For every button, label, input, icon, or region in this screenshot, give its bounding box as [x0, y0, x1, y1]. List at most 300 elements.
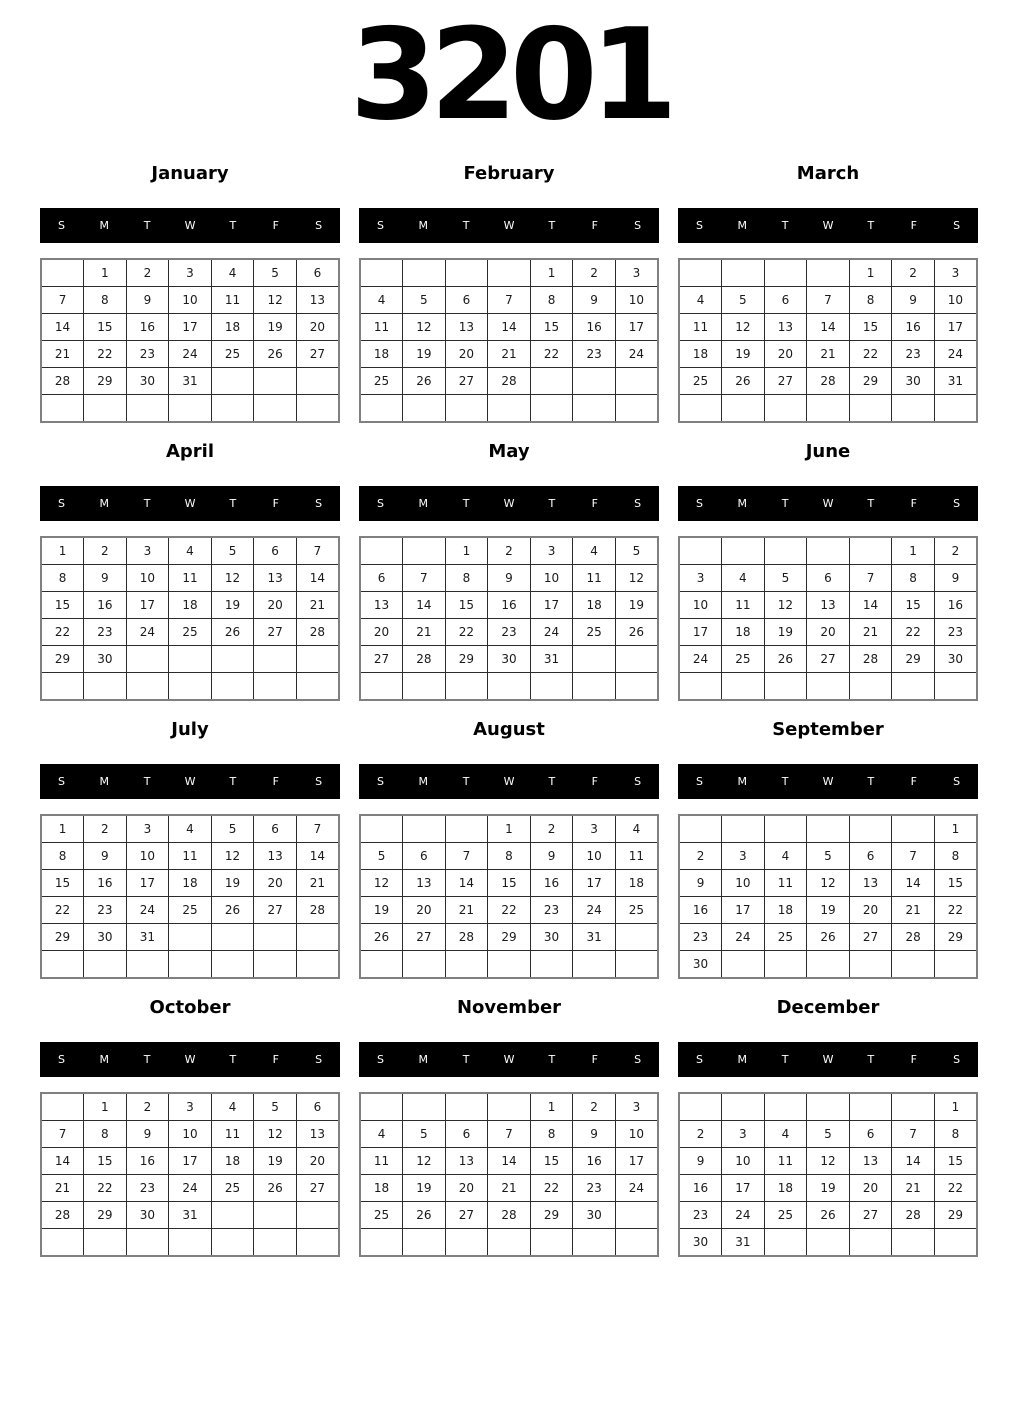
day-cell: 11 [169, 565, 212, 592]
day-cell: 16 [530, 870, 573, 897]
day-cell: 19 [254, 314, 297, 341]
day-cell: 8 [41, 565, 84, 592]
day-cell [211, 924, 254, 951]
month-grid [359, 536, 659, 701]
day-cell: 28 [41, 1202, 84, 1229]
day-cell: 27 [254, 619, 297, 646]
day-cell: 2 [679, 1121, 722, 1148]
day-cell: 29 [934, 924, 977, 951]
day-cell: 23 [573, 341, 616, 368]
day-cell: 25 [360, 368, 403, 395]
day-cell [296, 951, 339, 979]
day-cell [296, 646, 339, 673]
day-cell: 31 [169, 1202, 212, 1229]
day-cell: 11 [615, 843, 658, 870]
week-row [41, 646, 339, 673]
day-cell [488, 673, 531, 701]
day-cell [488, 395, 531, 423]
day-cell: 20 [254, 870, 297, 897]
day-cell: 4 [764, 1121, 807, 1148]
day-cell [764, 259, 807, 287]
day-cell: 20 [296, 314, 339, 341]
day-cell: 28 [41, 368, 84, 395]
month-title: January [151, 162, 229, 184]
day-cell: 22 [488, 897, 531, 924]
day-cell [445, 815, 488, 843]
day-cell: 15 [934, 1148, 977, 1175]
month-block [678, 709, 978, 987]
month-grid [40, 536, 340, 701]
day-cell: 23 [530, 897, 573, 924]
day-cell: 16 [934, 592, 977, 619]
day-cell [84, 395, 127, 423]
day-cell [892, 1229, 935, 1257]
weekday-label: F [591, 219, 598, 232]
day-cell: 18 [722, 619, 765, 646]
day-cell: 25 [169, 619, 212, 646]
day-cell: 25 [211, 1175, 254, 1202]
day-cell [169, 395, 212, 423]
week-row [679, 1175, 977, 1202]
day-cell: 9 [679, 1148, 722, 1175]
month-block [40, 153, 340, 431]
weekday-label: T [781, 1053, 789, 1066]
day-cell [807, 951, 850, 979]
weekday-label: S [634, 219, 642, 232]
day-cell [934, 951, 977, 979]
day-cell: 5 [807, 843, 850, 870]
day-cell [403, 1093, 446, 1121]
day-cell: 5 [615, 537, 658, 565]
day-cell: 10 [126, 565, 169, 592]
month-title: March [796, 162, 860, 184]
day-cell [849, 1229, 892, 1257]
day-cell: 13 [296, 1121, 339, 1148]
day-cell: 8 [530, 1121, 573, 1148]
day-cell: 13 [445, 314, 488, 341]
day-cell [764, 673, 807, 701]
day-cell: 24 [126, 897, 169, 924]
day-cell: 2 [126, 259, 169, 287]
day-cell: 22 [530, 341, 573, 368]
day-cell: 13 [764, 314, 807, 341]
day-cell: 12 [254, 1121, 297, 1148]
day-cell [445, 1229, 488, 1257]
day-cell: 1 [84, 1093, 127, 1121]
week-row [360, 619, 658, 646]
day-cell [126, 395, 169, 423]
day-cell: 5 [807, 1121, 850, 1148]
day-cell [679, 537, 722, 565]
day-cell [169, 646, 212, 673]
month-block [359, 431, 659, 709]
day-cell: 28 [892, 924, 935, 951]
day-cell [892, 673, 935, 701]
day-cell: 12 [211, 565, 254, 592]
day-cell: 6 [807, 565, 850, 592]
day-cell: 7 [892, 1121, 935, 1148]
day-cell: 18 [679, 341, 722, 368]
day-cell: 14 [892, 870, 935, 897]
day-cell: 28 [296, 619, 339, 646]
week-row [679, 1229, 977, 1257]
day-cell [530, 951, 573, 979]
weekday-label: S [634, 1053, 642, 1066]
weekday-label: M [99, 775, 110, 788]
day-cell: 7 [41, 1121, 84, 1148]
day-cell: 1 [84, 259, 127, 287]
weekday-label: S [695, 1053, 703, 1066]
week-row [360, 395, 658, 423]
day-cell: 19 [211, 870, 254, 897]
day-cell: 15 [41, 870, 84, 897]
day-cell: 18 [211, 1148, 254, 1175]
day-cell: 6 [445, 287, 488, 314]
day-cell: 8 [934, 1121, 977, 1148]
day-cell [211, 1202, 254, 1229]
day-cell [615, 368, 658, 395]
month-block [678, 987, 978, 1265]
day-cell [211, 1229, 254, 1257]
day-cell: 16 [488, 592, 531, 619]
week-row [360, 1121, 658, 1148]
day-cell: 11 [679, 314, 722, 341]
day-cell: 25 [679, 368, 722, 395]
day-cell: 25 [722, 646, 765, 673]
day-cell [807, 1229, 850, 1257]
week-row [41, 815, 339, 843]
day-cell [722, 537, 765, 565]
day-cell [679, 259, 722, 287]
month-grid [359, 1092, 659, 1257]
day-cell: 29 [84, 1202, 127, 1229]
day-cell: 18 [211, 314, 254, 341]
day-cell: 14 [296, 843, 339, 870]
day-cell: 27 [254, 897, 297, 924]
day-cell [764, 537, 807, 565]
day-cell: 16 [84, 592, 127, 619]
day-cell: 26 [764, 646, 807, 673]
day-cell: 9 [530, 843, 573, 870]
week-row [360, 1202, 658, 1229]
day-cell: 15 [41, 592, 84, 619]
day-cell: 6 [296, 1093, 339, 1121]
week-row [679, 1121, 977, 1148]
day-cell: 5 [360, 843, 403, 870]
day-cell: 9 [573, 287, 616, 314]
day-cell: 2 [530, 815, 573, 843]
day-cell [445, 673, 488, 701]
day-cell: 30 [573, 1202, 616, 1229]
day-cell: 22 [934, 897, 977, 924]
day-cell: 29 [892, 646, 935, 673]
day-cell: 16 [84, 870, 127, 897]
week-row [679, 395, 977, 423]
day-cell [807, 395, 850, 423]
day-cell: 24 [126, 619, 169, 646]
weekday-label: F [272, 219, 279, 232]
week-row [679, 314, 977, 341]
day-cell: 2 [488, 537, 531, 565]
day-cell: 7 [41, 287, 84, 314]
week-row [360, 870, 658, 897]
day-cell: 18 [360, 1175, 403, 1202]
week-row [360, 1148, 658, 1175]
weekday-label: T [867, 775, 875, 788]
day-cell [679, 673, 722, 701]
day-cell: 22 [892, 619, 935, 646]
day-cell: 5 [211, 537, 254, 565]
day-cell: 31 [573, 924, 616, 951]
day-cell: 21 [892, 1175, 935, 1202]
day-cell: 26 [211, 897, 254, 924]
day-cell: 24 [615, 341, 658, 368]
day-cell [934, 673, 977, 701]
day-cell: 16 [892, 314, 935, 341]
day-cell: 31 [530, 646, 573, 673]
day-cell: 26 [722, 368, 765, 395]
month-grid [40, 814, 340, 979]
day-cell: 21 [403, 619, 446, 646]
day-cell: 2 [679, 843, 722, 870]
weekday-label: F [910, 219, 917, 232]
day-cell: 9 [84, 565, 127, 592]
day-cell [530, 395, 573, 423]
day-cell: 10 [573, 843, 616, 870]
day-cell: 20 [849, 1175, 892, 1202]
day-cell: 17 [530, 592, 573, 619]
weekday-label: F [272, 497, 279, 510]
day-cell [573, 395, 616, 423]
day-cell: 16 [126, 1148, 169, 1175]
week-row [41, 314, 339, 341]
day-cell: 6 [445, 1121, 488, 1148]
day-cell: 11 [764, 870, 807, 897]
day-cell [41, 1229, 84, 1257]
day-cell [403, 951, 446, 979]
day-cell [403, 673, 446, 701]
day-cell: 28 [807, 368, 850, 395]
day-cell: 18 [615, 870, 658, 897]
weekday-label: S [953, 497, 961, 510]
day-cell [849, 951, 892, 979]
week-row [360, 897, 658, 924]
day-cell [934, 1229, 977, 1257]
day-cell: 14 [849, 592, 892, 619]
weekday-header-bar [678, 1042, 978, 1077]
day-cell: 10 [126, 843, 169, 870]
day-cell: 22 [41, 619, 84, 646]
day-cell: 7 [296, 815, 339, 843]
day-cell: 15 [445, 592, 488, 619]
day-cell: 19 [722, 341, 765, 368]
day-cell: 1 [41, 815, 84, 843]
day-cell: 2 [126, 1093, 169, 1121]
day-cell: 4 [169, 815, 212, 843]
week-row [41, 924, 339, 951]
weekday-label: S [695, 219, 703, 232]
day-cell: 8 [530, 287, 573, 314]
weekday-label: S [57, 1053, 65, 1066]
weekday-label: W [503, 219, 515, 232]
day-cell: 19 [403, 341, 446, 368]
weekday-label: F [272, 1053, 279, 1066]
day-cell [807, 1093, 850, 1121]
week-row [679, 537, 977, 565]
day-cell: 13 [445, 1148, 488, 1175]
day-cell: 26 [254, 1175, 297, 1202]
week-row [360, 1093, 658, 1121]
day-cell: 20 [445, 341, 488, 368]
day-cell: 13 [849, 1148, 892, 1175]
day-cell: 4 [615, 815, 658, 843]
day-cell [445, 259, 488, 287]
day-cell: 29 [41, 646, 84, 673]
week-row [41, 368, 339, 395]
weekday-label: T [143, 219, 151, 232]
weekday-header-bar [678, 486, 978, 521]
week-row [41, 897, 339, 924]
day-cell: 26 [211, 619, 254, 646]
day-cell [41, 951, 84, 979]
month-grid [678, 258, 978, 423]
day-cell: 14 [296, 565, 339, 592]
day-cell: 5 [211, 815, 254, 843]
day-cell: 16 [679, 1175, 722, 1202]
week-row [360, 924, 658, 951]
week-row [679, 1093, 977, 1121]
weekday-label: M [99, 1053, 110, 1066]
day-cell: 21 [296, 592, 339, 619]
day-cell [615, 1229, 658, 1257]
day-cell: 25 [360, 1202, 403, 1229]
day-cell: 4 [764, 843, 807, 870]
day-cell: 10 [615, 1121, 658, 1148]
weekday-label: M [737, 219, 748, 232]
day-cell: 15 [84, 1148, 127, 1175]
day-cell [679, 1093, 722, 1121]
month-block [359, 987, 659, 1265]
week-row [41, 619, 339, 646]
day-cell [892, 951, 935, 979]
weekday-label: W [503, 497, 515, 510]
day-cell: 5 [722, 287, 765, 314]
day-cell: 4 [679, 287, 722, 314]
day-cell: 29 [934, 1202, 977, 1229]
day-cell [807, 815, 850, 843]
day-cell [296, 368, 339, 395]
day-cell [849, 1093, 892, 1121]
day-cell: 9 [679, 870, 722, 897]
day-cell: 1 [892, 537, 935, 565]
day-cell: 12 [211, 843, 254, 870]
weekday-label: T [229, 1053, 237, 1066]
day-cell [615, 673, 658, 701]
day-cell: 14 [41, 314, 84, 341]
weekday-label: T [143, 775, 151, 788]
day-cell: 14 [488, 1148, 531, 1175]
weekday-label: T [548, 219, 556, 232]
day-cell [615, 951, 658, 979]
week-row [360, 368, 658, 395]
day-cell: 23 [488, 619, 531, 646]
weekday-label: S [953, 219, 961, 232]
week-row [360, 565, 658, 592]
day-cell: 17 [169, 1148, 212, 1175]
day-cell [169, 1229, 212, 1257]
weekday-label: F [591, 497, 598, 510]
week-row [679, 897, 977, 924]
weekday-label: T [462, 1053, 470, 1066]
day-cell: 21 [41, 1175, 84, 1202]
month-title: October [149, 996, 231, 1018]
day-cell: 1 [488, 815, 531, 843]
day-cell: 28 [403, 646, 446, 673]
weekday-label: S [315, 497, 323, 510]
day-cell: 14 [807, 314, 850, 341]
month-block [678, 431, 978, 709]
weekday-label: S [57, 219, 65, 232]
day-cell: 1 [445, 537, 488, 565]
day-cell: 23 [892, 341, 935, 368]
day-cell [211, 673, 254, 701]
day-cell: 10 [169, 1121, 212, 1148]
day-cell: 8 [84, 1121, 127, 1148]
day-cell: 22 [445, 619, 488, 646]
weekday-label: S [376, 219, 384, 232]
day-cell: 21 [892, 897, 935, 924]
months-grid [40, 153, 978, 1265]
day-cell: 16 [679, 897, 722, 924]
day-cell: 24 [169, 341, 212, 368]
day-cell: 17 [169, 314, 212, 341]
day-cell: 31 [722, 1229, 765, 1257]
week-row [679, 1202, 977, 1229]
day-cell [169, 924, 212, 951]
week-row [360, 314, 658, 341]
weekday-label: W [822, 219, 834, 232]
week-row [679, 341, 977, 368]
day-cell: 7 [807, 287, 850, 314]
day-cell: 3 [615, 259, 658, 287]
weekday-label: F [910, 1053, 917, 1066]
day-cell: 5 [403, 287, 446, 314]
day-cell: 10 [615, 287, 658, 314]
day-cell [360, 1093, 403, 1121]
day-cell: 9 [892, 287, 935, 314]
day-cell: 6 [254, 815, 297, 843]
week-row [679, 673, 977, 701]
day-cell: 31 [934, 368, 977, 395]
day-cell: 14 [403, 592, 446, 619]
week-row [41, 537, 339, 565]
day-cell [892, 815, 935, 843]
day-cell: 1 [530, 1093, 573, 1121]
day-cell [254, 1202, 297, 1229]
weekday-label: M [418, 775, 429, 788]
day-cell [296, 1229, 339, 1257]
week-row [41, 1121, 339, 1148]
day-cell: 13 [849, 870, 892, 897]
day-cell [169, 673, 212, 701]
weekday-header-bar [359, 208, 659, 243]
day-cell: 6 [849, 843, 892, 870]
weekday-label: S [695, 775, 703, 788]
weekday-label: T [229, 775, 237, 788]
weekday-label: S [695, 497, 703, 510]
day-cell: 26 [615, 619, 658, 646]
month-block [359, 153, 659, 431]
